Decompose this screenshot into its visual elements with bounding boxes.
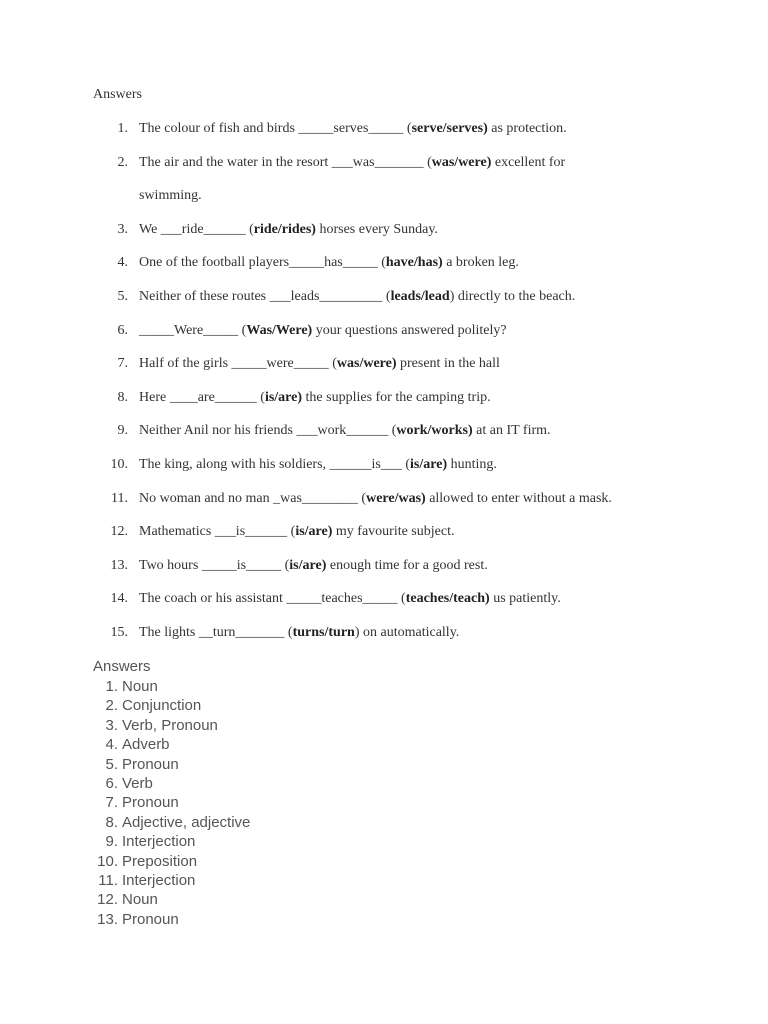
question-number: 1. — [117, 121, 128, 136]
question-item — [0, 555, 768, 589]
question-number: 14. — [110, 591, 128, 607]
answer-number: 7. — [105, 794, 118, 812]
question-item — [0, 286, 768, 320]
question-text — [139, 118, 567, 140]
answer-number: 13. — [97, 910, 118, 928]
answer-text: Adjective, adjective — [122, 813, 251, 831]
verb-choice: was/were) — [336, 356, 397, 372]
answer-number: 12. — [97, 891, 118, 909]
verb-choice: were/was) — [366, 490, 426, 506]
question-text-after: horses every Sunday. — [315, 221, 438, 237]
answer-text: Adverb — [122, 736, 170, 754]
question-text — [139, 219, 438, 241]
answer-number: 4. — [105, 736, 118, 754]
verb-choice: is/are) — [410, 456, 448, 472]
question-text-after: allowed to enter without a mask. — [425, 490, 612, 506]
question-item — [0, 219, 768, 253]
answer-item — [0, 677, 768, 696]
question-text-after: my favourite subject. — [332, 524, 455, 540]
question-text-after: us patiently. — [489, 591, 561, 607]
question-text-before: The lights __turn_______ ( — [139, 624, 293, 640]
question-text — [139, 387, 491, 409]
answer-text: Interjection — [122, 833, 196, 851]
question-number: 2. — [117, 154, 128, 170]
question-number: 4. — [117, 255, 128, 271]
question-text-after: excellent for — [491, 154, 566, 170]
question-text-continued: swimming. — [139, 188, 202, 204]
verb-choice: ride/rides) — [253, 221, 316, 237]
question-text-before: Mathematics ___is______ ( — [139, 524, 296, 540]
question-text-before: We ___ride______ ( — [139, 221, 254, 237]
question-number: 10. — [110, 456, 128, 472]
answer-text: Pronoun — [122, 910, 179, 928]
question-text-after: enough time for a good rest. — [326, 557, 488, 573]
question-text-before: Half of the girls _____were_____ ( — [139, 356, 337, 372]
answer-text: Interjection — [122, 871, 196, 889]
verb-choice: is/are) — [295, 524, 333, 540]
question-text — [139, 622, 459, 644]
answer-text: Noun — [122, 891, 158, 909]
question-text-after: present in the hall — [396, 356, 500, 372]
verb-choice: leads/lead — [390, 288, 450, 304]
answer-item — [0, 852, 768, 871]
question-number: 9. — [117, 423, 128, 439]
verb-choice: serve/serves) — [411, 121, 488, 136]
section-heading-2: Answers — [93, 658, 151, 675]
answer-number: 3. — [105, 716, 118, 734]
answer-item — [0, 793, 768, 812]
question-text-before: Neither of these routes ___leads_________ ( — [139, 288, 391, 304]
question-item — [0, 387, 768, 421]
answer-number: 2. — [105, 697, 118, 715]
answer-number: 1. — [105, 678, 118, 695]
answer-item — [0, 735, 768, 754]
question-item — [0, 152, 768, 219]
question-number: 3. — [117, 221, 128, 237]
question-text-after: a broken leg. — [442, 255, 519, 271]
verb-choice: work/works) — [396, 423, 473, 439]
answer-number: 5. — [105, 755, 118, 773]
question-number: 7. — [117, 356, 128, 372]
question-list — [0, 118, 768, 656]
question-number: 13. — [110, 557, 128, 573]
answer-item — [0, 910, 768, 929]
question-item — [0, 488, 768, 522]
question-text-before: Two hours _____is_____ ( — [139, 557, 290, 573]
question-text — [139, 353, 500, 375]
question-text-before: _____Were_____ ( — [139, 322, 247, 338]
answer-item — [0, 716, 768, 735]
answer-item — [0, 890, 768, 909]
answer-number: 9. — [105, 833, 118, 851]
verb-choice: teaches/teach) — [405, 591, 490, 607]
verb-choice: is/are) — [289, 557, 327, 573]
verb-choice: was/were) — [431, 154, 492, 170]
answer-number: 11. — [98, 871, 118, 889]
question-item — [0, 622, 768, 656]
question-text-before: The air and the water in the resort ___was_______ ( — [139, 154, 432, 170]
question-text — [139, 454, 497, 476]
answer-number: 10. — [97, 852, 118, 870]
question-item — [0, 588, 768, 622]
question-item — [0, 320, 768, 354]
answer-text: Noun — [122, 678, 158, 695]
answer-item — [0, 696, 768, 715]
question-item — [0, 252, 768, 286]
verb-choice: is/are) — [264, 389, 303, 405]
question-text-before: The colour of fish and birds _____serves_____ ( — [139, 121, 412, 136]
answer-item — [0, 871, 768, 890]
question-text-after: as protection. — [487, 121, 567, 136]
question-text-before: Neither Anil nor his friends ___work______ ( — [139, 423, 397, 439]
question-text — [139, 588, 561, 610]
question-text-after: the supplies for the camping trip. — [302, 389, 491, 405]
question-number: 15. — [110, 624, 128, 640]
answer-number: 8. — [105, 813, 118, 831]
question-text-after: ) directly to the beach. — [449, 288, 576, 304]
answer-item — [0, 774, 768, 793]
section-heading: Answers — [93, 87, 142, 102]
question-text — [139, 488, 612, 510]
question-text-before: The coach or his assistant _____teaches_____ ( — [139, 591, 406, 607]
answer-text: Preposition — [122, 852, 198, 870]
question-text-before: Here ____are______ ( — [139, 389, 265, 405]
question-number: 6. — [117, 322, 128, 338]
question-text — [139, 320, 507, 342]
answer-text: Verb — [122, 774, 153, 792]
question-item — [0, 521, 768, 555]
question-item — [0, 118, 768, 152]
answer-item — [0, 813, 768, 832]
answer-text: Conjunction — [122, 697, 202, 715]
verb-choice: Was/Were) — [246, 322, 313, 338]
question-text — [139, 555, 488, 577]
question-number: 11. — [111, 490, 128, 506]
answer-text: Pronoun — [122, 794, 179, 812]
question-text-before: The king, along with his soldiers, ______is___ ( — [139, 456, 411, 472]
question-number: 5. — [117, 288, 128, 304]
question-text — [139, 286, 575, 308]
question-text-after: at an IT firm. — [472, 423, 551, 439]
question-text-before: No woman and no man _was________ ( — [139, 490, 367, 506]
question-number: 8. — [117, 389, 128, 405]
verb-choice: turns/turn — [292, 624, 355, 640]
question-text-before: One of the football players_____has_____ ( — [139, 255, 386, 271]
question-text-after: hunting. — [447, 456, 497, 472]
question-text — [139, 420, 551, 442]
question-item — [0, 353, 768, 387]
question-text-after: your questions answered politely? — [312, 322, 507, 338]
answer-number: 6. — [105, 774, 118, 792]
verb-choice: have/has) — [385, 255, 443, 271]
question-item — [0, 454, 768, 488]
question-text — [139, 252, 519, 274]
question-item — [0, 420, 768, 454]
answer-text: Pronoun — [122, 755, 179, 773]
question-text — [139, 152, 565, 174]
question-text-after: ) on automatically. — [354, 624, 460, 640]
question-number: 12. — [110, 524, 128, 540]
answer-item — [0, 755, 768, 774]
answer-item — [0, 832, 768, 851]
answer-list — [0, 677, 768, 929]
question-text — [139, 521, 454, 543]
answer-text: Verb, Pronoun — [122, 716, 218, 734]
